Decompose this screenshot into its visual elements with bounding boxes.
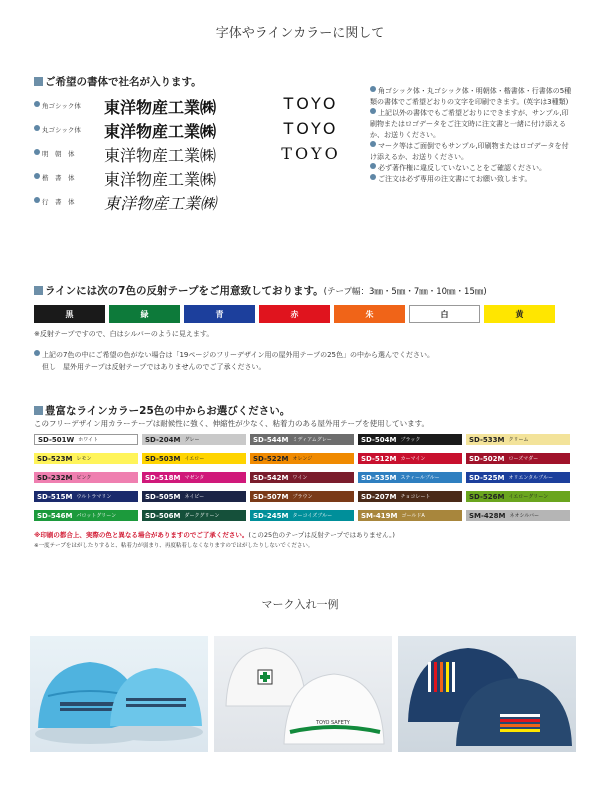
swatch-code: SD-535M [361,473,397,482]
color-swatch [142,472,246,483]
swatch-code: SD-542M [253,473,289,482]
swatch-code: SD-526M [469,492,505,501]
english-sample-gothic: TOYO [283,94,339,113]
swatch-name: ダークグリーン [184,513,220,519]
swatch-name: ブラウン [292,494,313,500]
color-swatch [358,491,462,502]
font-row: 行 書 体 東洋物産工業㈱ [34,191,274,213]
tape-swatch: 青 [184,305,255,323]
font-row: 楷 書 体 東洋物産工業㈱ [34,167,274,189]
reflective-tape-row [34,305,555,323]
color-warning-1: ※印刷の都合上、実際の色と異なる場合がありますのでご了承ください。(この25色のテープは反射テープではありません。) [34,531,395,539]
bullet-icon [370,174,376,180]
swatch-name: オレンジ [292,456,313,462]
toyo-safety-print: TOYO SAFETY [316,720,350,726]
swatch-code: SD-515M [37,492,73,501]
swatch-code: SM-419M [361,511,398,520]
note-item: マーク等はご面倒でもサンプル,印刷物またはロゴデータを付け添えるか、お送りください。 [370,142,569,161]
swatch-code: SD-503M [145,454,181,463]
tape-note-line2: 但し 屋外用テープは反射テープではありませんのでご了承ください。 [42,363,266,371]
color-swatch [466,434,570,445]
swatch-code: SD-544M [253,435,289,444]
font-sample-maru-gothic: 東洋物産工業㈱ [104,122,217,141]
swatch-code: SD-523M [37,454,73,463]
swatch-code: SD-502M [469,454,505,463]
color-swatch [250,491,354,502]
bullet-icon [370,163,376,169]
english-sample-round: TOYO [283,119,339,138]
swatch-name: スティールブルー [400,475,440,481]
swatch-name: ワイン [292,475,308,481]
page-title: 字体やラインカラーに関して [215,26,385,41]
font-sample-kaisho: 東洋物産工業㈱ [104,170,217,189]
silver-note: ※反射テープですので、白はシルバーのように見えます。 [34,330,214,338]
swatch-code: SD-546M [37,511,73,520]
color-swatch [466,510,570,521]
color-swatch [466,491,570,502]
swatch-name: パロットグリーン [76,513,117,519]
swatch-name: グレー [184,437,200,443]
note-item: 上記以外の書体でもご希望どおりにできますが、サンプル,印刷物またはロゴデータをご注文時に注文書と一緒に付け添えるか、お送りください。 [370,109,569,139]
bullet-icon [370,108,376,114]
font-row: 丸ゴシック体 東洋物産工業㈱ [34,119,274,141]
square-bullet-icon [34,77,43,86]
swatch-code: SD-501W [38,435,75,444]
font-sample-gyosho: 東洋物産工業㈱ [104,194,217,213]
color-swatch [142,453,246,464]
swatch-name: ウルトラマリン [76,494,112,500]
photo-white-helmets [214,636,392,752]
font-section-title: ご希望の書体で社名が入ります。 [34,74,202,89]
tape-swatch: 朱 [334,305,405,323]
note-item: 必ず著作権に違反していないことをご確認ください。 [370,163,575,174]
color-swatch [358,472,462,483]
tape-note-line1: 上記の7色の中にご希望の色がない場合は「19ページのフリーデザイン用の屋外用テープの25色」の中から選んでください。 [34,350,434,360]
color-swatch [250,510,354,521]
swatch-name: ローズマダー [508,456,539,462]
dark-helmets-illustration [398,636,576,752]
tape-section-title: ラインには次の7色の反射テープをご用意致しております。(テープ幅：3㎜・5㎜・7㎜・10㎜・15㎜) [34,283,487,298]
color-swatch [34,434,138,445]
swatch-name: ピンク [76,475,92,481]
color-warning-2: ※一度テープをはがしたりすると、粘着力が弱まり、再度粘着しなくなりますのではがしたりしないでください。 [34,543,314,549]
swatch-code: SD-207M [361,492,397,501]
swatch-name: ブラック [400,437,421,443]
tape-swatch: 赤 [259,305,330,323]
color-section-subtitle: このフリーデザイン用カラーテープは耐候性に強く、伸縮性が少なく、粘着力のある屋外用テープを使用しています。 [34,419,430,428]
font-notes [370,86,575,185]
font-sample-mincho: 東洋物産工業㈱ [104,146,217,165]
bullet-icon [34,101,40,107]
tape-swatch: 白 [409,305,480,323]
swatch-code: SD-232M [37,473,73,482]
swatch-code: SD-518M [145,473,181,482]
color-swatch [358,510,462,521]
note-item: 角ゴシック体・丸ゴシック体・明朝体・楷書体・行書体の5種類の書体でご希望どおりの文字を印刷できます。(英字は3種類) [370,87,572,106]
color-swatch [250,453,354,464]
font-row: 明 朝 体 東洋物産工業㈱ [34,143,274,165]
swatch-name: ミディアムグレー [292,437,332,443]
blue-helmets-illustration [30,636,208,752]
color-swatch [34,491,138,502]
color-swatch [466,472,570,483]
font-sample-kaku-gothic: 東洋物産工業㈱ [104,98,217,117]
color-swatch [142,491,246,502]
photo-dark-helmets [398,636,576,752]
swatch-name: イエローグリーン [508,494,549,500]
bullet-icon [34,125,40,131]
swatch-name: イエロー [184,456,205,462]
swatch-code: SD-505M [145,492,181,501]
photo-blue-helmets [30,636,208,752]
swatch-name: ターコイズブルー [292,513,333,519]
font-row: 角ゴシック体 東洋物産工業㈱ [34,95,274,117]
tape-swatch: 緑 [109,305,180,323]
swatch-name: チョコレート [400,494,431,500]
swatch-code: SD-525M [469,473,505,482]
color-swatch [250,434,354,445]
color-swatch [466,453,570,464]
swatch-code: SD-522M [253,454,289,463]
swatch-name: クリーム [508,437,529,443]
swatch-name: ネイビー [184,494,205,500]
swatch-code: SD-506M [145,511,181,520]
tape-swatch: 黄 [484,305,555,323]
swatch-code: SD-504M [361,435,397,444]
color-swatch-grid [34,434,574,529]
bullet-icon [34,173,40,179]
swatch-code: SD-512M [361,454,397,463]
square-bullet-icon [34,406,43,415]
swatch-code: SD-245M [253,511,289,520]
note-item: ご注文は必ず専用の注文書にてお願い致します。 [370,174,575,185]
swatch-name: カーマイン [400,456,426,462]
swatch-code: SD-507M [253,492,289,501]
color-swatch [358,434,462,445]
color-swatch [142,434,246,445]
swatch-name: オリエンタルブルー [508,475,553,481]
swatch-name: ゴールドA [401,513,425,519]
bullet-icon [370,86,376,92]
square-bullet-icon [34,286,43,295]
color-section-title: 豊富なラインカラー25色の中からお選びください。 [34,403,290,418]
swatch-code: SD-204M [145,435,181,444]
color-swatch [34,510,138,521]
bullet-icon [34,350,40,356]
swatch-code: SD-533M [469,435,505,444]
tape-swatch: 黒 [34,305,105,323]
english-sample-serif: TOYO [281,144,341,163]
color-swatch [34,472,138,483]
color-swatch [34,453,138,464]
bullet-icon [370,141,376,147]
color-swatch [142,510,246,521]
swatch-name: ホワイト [78,437,99,443]
mark-section-title: マーク入れ一例 [261,598,339,611]
bullet-icon [34,197,40,203]
swatch-name: ネオシルバー [509,513,540,519]
color-swatch [358,453,462,464]
swatch-name: レモン [76,456,92,462]
color-swatch [250,472,354,483]
bullet-icon [34,149,40,155]
swatch-name: マゼンタ [184,475,205,481]
white-helmets-illustration [214,636,392,752]
swatch-code: SM-428M [469,511,506,520]
